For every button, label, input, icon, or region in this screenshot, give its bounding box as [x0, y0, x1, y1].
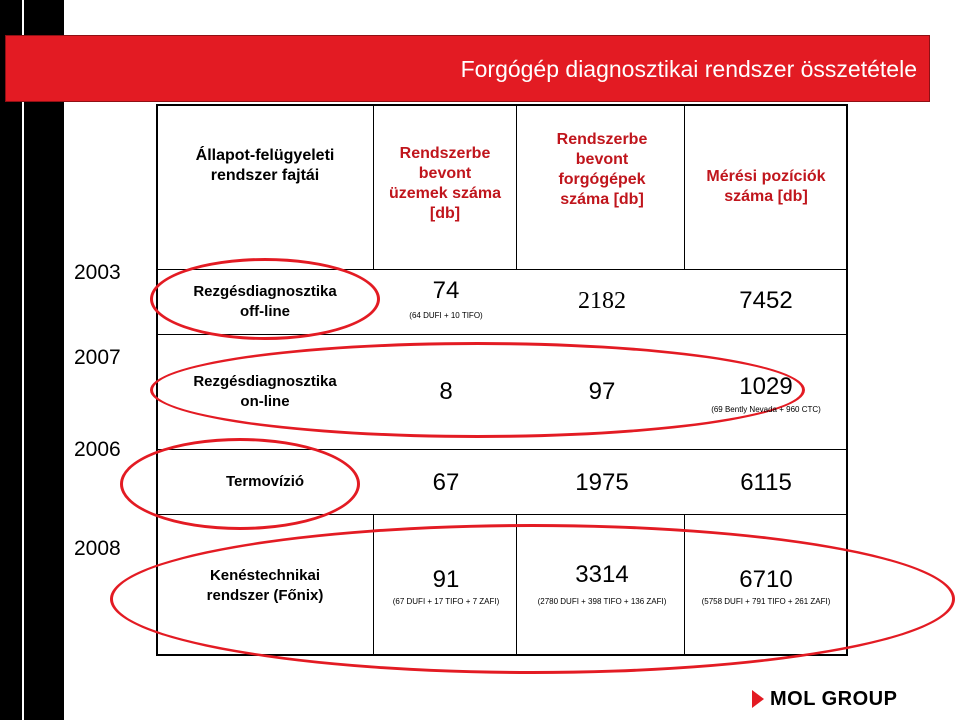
cell-value: 3314 [575, 561, 629, 588]
header-line: Rendszerbe [399, 145, 491, 162]
header-line: bevont [575, 151, 629, 168]
cell-detail: (64 DUFI + 10 TIFO) [409, 311, 483, 320]
cell-plants-thermovision: 67 [432, 469, 460, 496]
header-system-type [158, 146, 372, 186]
row-type-lubrication [158, 566, 372, 606]
left-decor-bar [0, 0, 22, 720]
grid-vline [373, 104, 374, 269]
mol-group-logo [752, 686, 897, 712]
cell-plants-online: 8 [439, 378, 453, 405]
header-line: forgógépek [558, 171, 646, 188]
type-line: off-line [240, 303, 290, 320]
cell-plants-offline [375, 277, 517, 321]
table-border-top [156, 104, 848, 106]
cell-positions-thermovision: 6115 [740, 469, 792, 496]
type-line: Termovízió [225, 473, 305, 490]
cell-plants-lubrication [375, 566, 517, 607]
cell-machines-offline: 2182 [578, 288, 626, 314]
type-line: Rezgésdiagnosztika [193, 283, 337, 300]
header-line: üzemek száma [388, 185, 502, 202]
row-type-offline [158, 282, 372, 322]
title-bar [5, 35, 930, 102]
cell-detail: (69 Bently Nevada + 960 CTC) [711, 405, 821, 414]
header-line: Rendszerbe [556, 131, 648, 148]
header-line: Mérési pozíciók [706, 168, 826, 185]
cell-detail: (2780 DUFI + 398 TIFO + 136 ZAFI) [537, 597, 667, 606]
logo-text: MOL GROUP [770, 687, 898, 710]
year-label: 2007 [74, 346, 121, 369]
page-number: 8 [30, 700, 37, 712]
cell-detail: (67 DUFI + 17 TIFO + 7 ZAFI) [392, 597, 500, 606]
cell-positions-lubrication [686, 566, 846, 607]
cell-value: 91 [432, 566, 460, 593]
header-line: bevont [418, 165, 472, 182]
header-line: [db] [429, 205, 461, 222]
header-line: Állapot-felügyeleti [195, 147, 335, 164]
header-machines [518, 130, 686, 210]
grid-vline [516, 104, 517, 269]
cell-machines-lubrication [518, 561, 686, 607]
cell-positions-online [686, 373, 846, 415]
header-line: száma [db] [560, 191, 644, 208]
logo-arrow-icon [752, 690, 764, 708]
row-type-online [158, 372, 372, 412]
year-label: 2003 [74, 261, 121, 284]
type-line: rendszer (Főnix) [206, 587, 324, 604]
left-decor-bar-2 [24, 0, 64, 720]
header-line: rendszer fajtái [210, 167, 320, 184]
cell-detail: (5758 DUFI + 791 TIFO + 261 ZAFI) [701, 597, 831, 606]
type-line: Kenéstechnikai [209, 567, 321, 584]
cell-value: 1029 [739, 373, 793, 400]
header-plants [375, 144, 515, 224]
row-type-thermovision [158, 472, 372, 492]
cell-value: 74 [432, 277, 460, 304]
year-label: 2006 [74, 438, 121, 461]
type-line: on-line [240, 393, 290, 410]
page-title: Forgógép diagnosztikai rendszer összetétele [460, 56, 917, 82]
type-line: Rezgésdiagnosztika [193, 373, 337, 390]
header-line: száma [db] [724, 188, 808, 205]
cell-positions-offline: 7452 [739, 287, 793, 314]
year-label: 2008 [74, 537, 121, 560]
cell-machines-online: 97 [588, 378, 616, 405]
cell-machines-thermovision: 1975 [575, 469, 629, 496]
header-positions [686, 167, 846, 207]
cell-value: 6710 [739, 566, 793, 593]
